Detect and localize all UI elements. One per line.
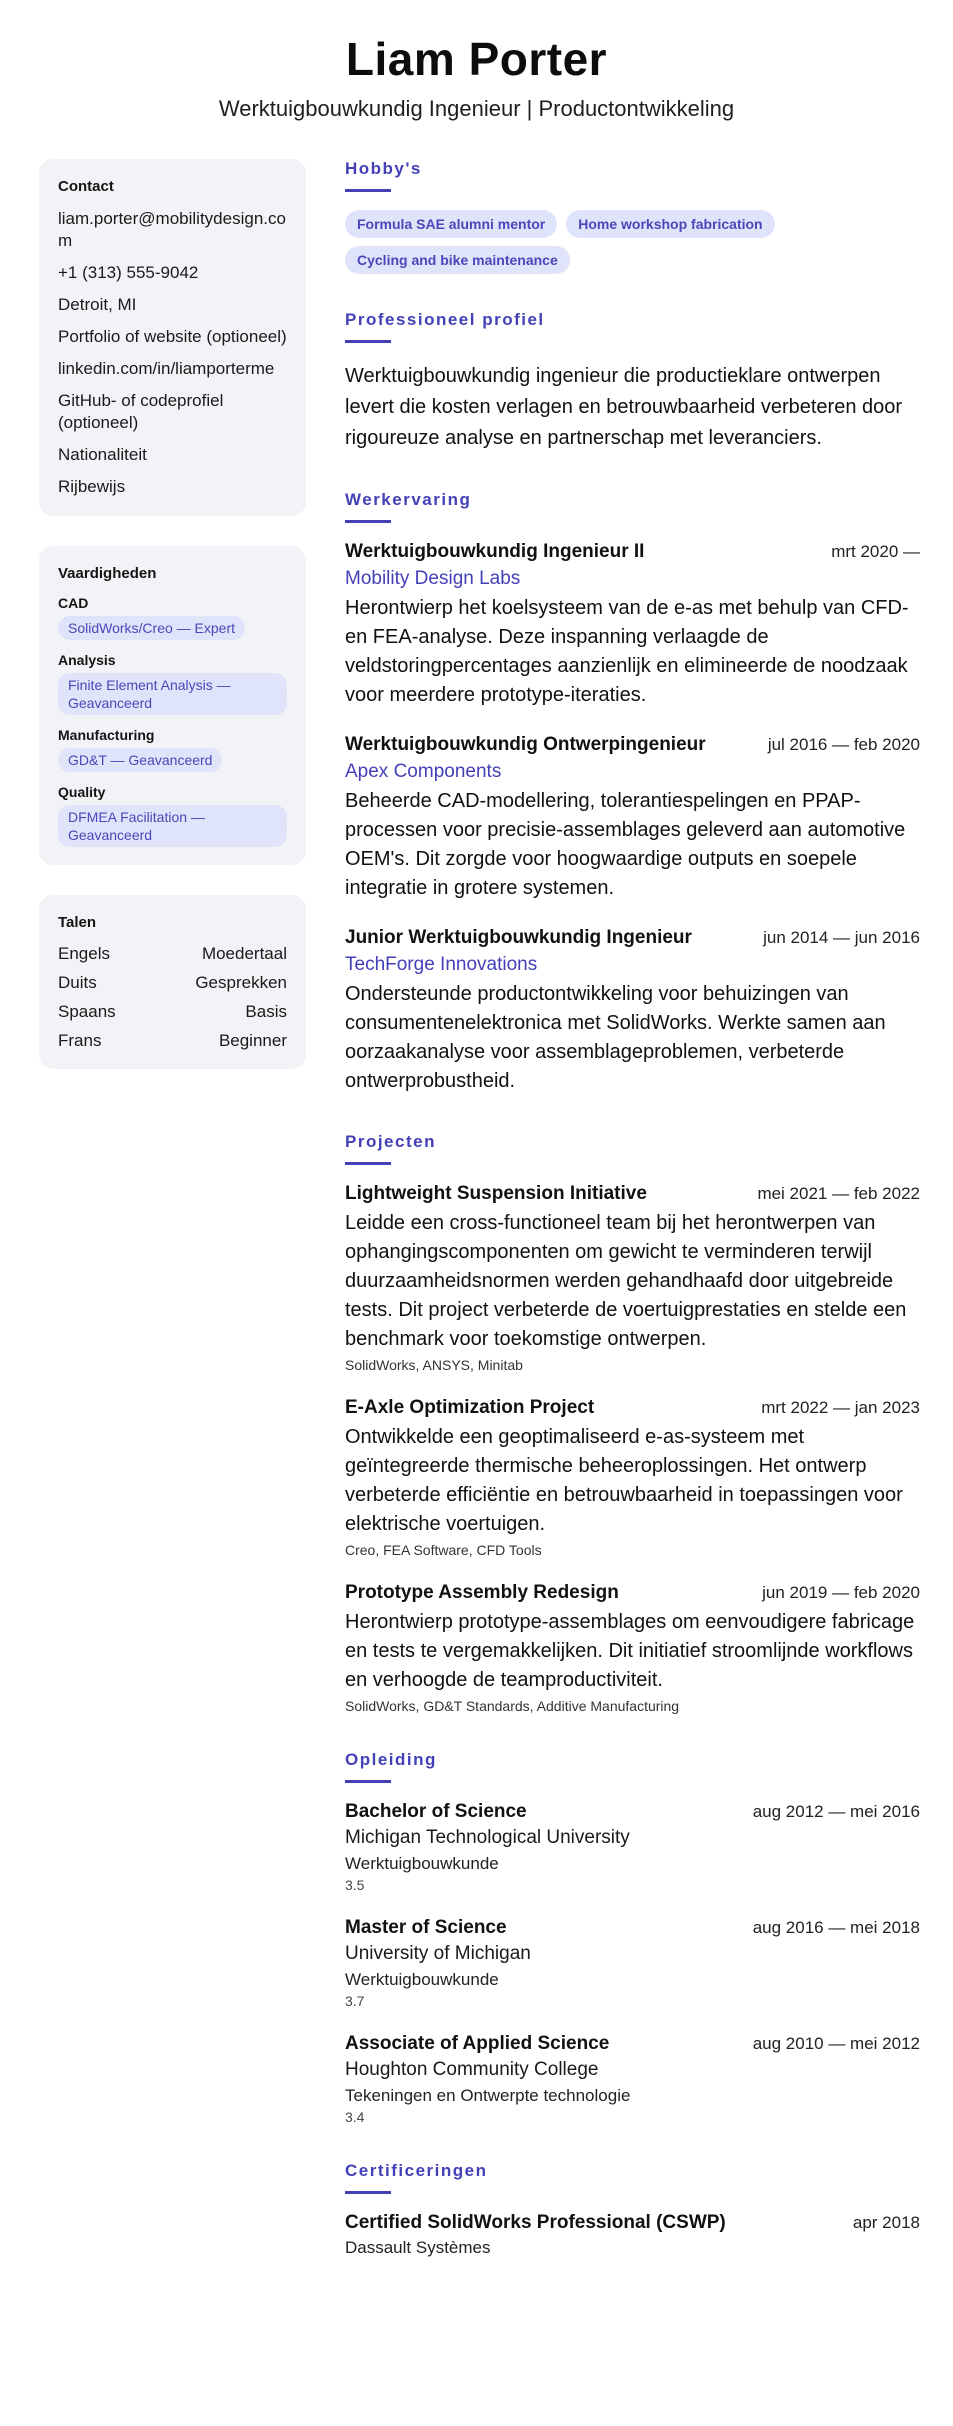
job-description: Beheerde CAD-modellering, tolerantiespelingen en PPAP-processen voor precisie-assemblages geleverd aan automotive OEM's. Dit zorgde voor hoogwaardige outputs en soepele integratie in grotere systemen. [345,790,906,899]
hobbies-section [345,159,920,274]
language-name: Frans [58,1031,102,1050]
skill-chip: SolidWorks/Creo — Expert [58,616,245,640]
skill-chip: GD&T — Geavanceerd [58,748,222,772]
job-date: jul 2016 — feb 2020 [767,735,920,754]
skills-card [39,546,306,865]
skill-group [58,652,287,715]
candidate-headline: Werktuigbouwkundig Ingenieur | Productontwikkeling [218,96,735,121]
skill-category: CAD [58,595,89,611]
education-entry [345,1917,920,2009]
language-level: Gesprekken [195,973,287,992]
job-description: Ondersteunde productontwikkeling voor behuizingen van consumentenelektronica met SolidWorks. Werkte samen aan oorzaakanalyse voor assemblageproblemen, verbeterde ontwerprobustheid. [345,983,886,1092]
study-field: Werktuigbouwkunde [345,1970,499,1989]
company-name: Apex Components [345,761,502,782]
project-tech: Creo, FEA Software, CFD Tools [345,1542,542,1558]
education-date: aug 2010 — mei 2012 [752,2034,920,2053]
candidate-name: Liam Porter [345,33,608,85]
section-divider [345,2191,391,2194]
study-field: Tekeningen en Ontwerpte technologie [345,2086,631,2105]
project-description: Leidde een cross-functioneel team bij het herontwerpen van ophangingscomponenten om gewicht te verminderen terwijl duurzaamheidsnormen werden gehandhaafd door uitgebreide tests. Dit project verbeterde de voertuigprestaties en stelde een benchmark voor toekomstige ontwerpen. [345,1212,907,1350]
project-name: Prototype Assembly Redesign [345,1582,619,1603]
project-tech: SolidWorks, GD&T Standards, Additive Manufacturing [345,1698,680,1714]
certification-date: apr 2018 [852,2213,920,2232]
experience-entry [345,734,920,903]
degree-name: Master of Science [345,1917,507,1938]
contact-linkedin[interactable]: linkedin.com/in/liamporterme [58,359,275,378]
skill-group [58,727,287,772]
skill-category: Analysis [58,652,116,668]
contact-license: Rijbewijs [58,477,126,496]
certification-name: Certified SolidWorks Professional (CSWP) [345,2212,726,2233]
experience-entry [345,541,920,710]
contact-email[interactable]: liam.porter@mobilitydesign.com [58,209,286,250]
language-name: Spaans [58,1002,116,1021]
skill-group [58,595,287,640]
job-title: Junior Werktuigbouwkundig Ingenieur [345,927,692,948]
project-name: Lightweight Suspension Initiative [345,1183,647,1204]
project-entry [345,1582,920,1714]
education-entry [345,1801,920,1893]
section-title: Opleiding [345,1750,437,1769]
skill-group [58,784,287,847]
company-name: Mobility Design Labs [345,568,521,589]
degree-name: Associate of Applied Science [345,2033,610,2054]
language-name: Duits [58,973,97,992]
hobby-chip: Home workshop fabrication [566,210,774,238]
skill-chip: Finite Element Analysis — Geavanceerd [58,673,287,715]
project-tech: SolidWorks, ANSYS, Minitab [345,1357,523,1373]
projects-section [345,1132,920,1714]
section-title: Certificeringen [345,2161,488,2180]
study-field: Werktuigbouwkunde [345,1854,499,1873]
school-name: Michigan Technological University [345,1827,630,1848]
language-row [58,973,287,993]
contact-nationality: Nationaliteit [58,445,147,464]
section-title: Hobby's [345,159,422,178]
language-row [58,1031,287,1051]
school-name: University of Michigan [345,1943,531,1964]
language-row [58,944,287,964]
language-level: Basis [245,1002,287,1021]
contact-portfolio[interactable]: Portfolio of website (optioneel) [58,327,287,346]
language-level: Beginner [218,1031,287,1050]
certification-issuer: Dassault Systèmes [345,2238,491,2257]
section-title: Professioneel profiel [345,310,545,329]
education-date: aug 2012 — mei 2016 [752,1802,920,1821]
project-name: E-Axle Optimization Project [345,1397,595,1418]
section-divider [345,520,391,523]
skill-chip: DFMEA Facilitation — Geavanceerd [58,805,287,847]
hobby-chip: Formula SAE alumni mentor [345,210,557,238]
languages-card [39,895,306,1069]
project-entry [345,1397,920,1558]
contact-github[interactable]: GitHub- of codeprofiel (optioneel) [58,391,224,432]
job-date: jun 2014 — jun 2016 [763,928,920,947]
language-name: Engels [58,944,110,963]
sidebar [39,159,306,1099]
project-date: mei 2021 — feb 2022 [757,1184,920,1203]
education-section [345,1750,920,2125]
section-divider [345,1780,391,1783]
language-level: Moedertaal [201,944,287,963]
education-entry [345,2033,920,2125]
section-divider [345,340,391,343]
gpa-value: 3.4 [345,2109,365,2125]
school-name: Houghton Community College [345,2059,599,2080]
contact-title: Contact [58,178,114,195]
skills-title: Vaardigheden [58,565,157,582]
gpa-value: 3.7 [345,1993,365,2009]
language-row [58,1002,287,1022]
experience-entry [345,927,920,1096]
resume-header [0,0,953,122]
contact-card [39,159,306,516]
project-description: Herontwierp prototype-assemblages om eenvoudigere fabricage en tests te vergemakkelijken. Dit initiatief stroomlijnde workflows en verhoogde de teamproductiviteit. [345,1611,915,1691]
skill-category: Quality [58,784,106,800]
contact-location: Detroit, MI [58,295,137,314]
section-title: Werkervaring [345,490,472,509]
gpa-value: 3.5 [345,1877,365,1893]
hobby-list [345,210,865,274]
project-description: Ontwikkelde een geoptimaliseerd e-as-systeem met geïntegreerde thermische beheeroplossingen. Het ontwerp verbeterde efficiëntie en betrouwbaarheid in toepassingen voor elektrische voertuigen. [345,1426,903,1535]
profile-summary: Werktuigbouwkundig ingenieur die productieklare ontwerpen levert die kosten verlagen en betrouwbaarheid verbeteren door rigoureuze analyse en partnerschap met leveranciers. [345,365,903,449]
contact-phone[interactable]: +1 (313) 555-9042 [58,263,199,282]
languages-title: Talen [58,914,97,931]
hobby-chip: Cycling and bike maintenance [345,246,570,274]
company-name: TechForge Innovations [345,954,538,975]
certifications-section [345,2161,920,2258]
job-date: mrt 2020 — [831,542,920,561]
job-title: Werktuigbouwkundig Ingenieur II [345,541,645,562]
profile-section [345,310,920,454]
degree-name: Bachelor of Science [345,1801,527,1822]
job-description: Herontwierp het koelsysteem van de e-as met behulp van CFD- en FEA-analyse. Deze inspanning verlaagde de veldstoringpercentages aanzienlijk en elimineerde de noodzaak voor meerdere prototype-iteraties. [345,597,909,706]
project-entry [345,1183,920,1373]
experience-section [345,490,920,1096]
education-date: aug 2016 — mei 2018 [752,1918,920,1937]
project-date: mrt 2022 — jan 2023 [761,1398,920,1417]
section-divider [345,1162,391,1165]
certification-entry [345,2212,920,2258]
project-date: jun 2019 — feb 2020 [762,1583,920,1602]
skill-category: Manufacturing [58,727,155,743]
section-divider [345,189,391,192]
main-content [345,159,920,2294]
section-title: Projecten [345,1132,436,1151]
job-title: Werktuigbouwkundig Ontwerpingenieur [345,734,706,755]
